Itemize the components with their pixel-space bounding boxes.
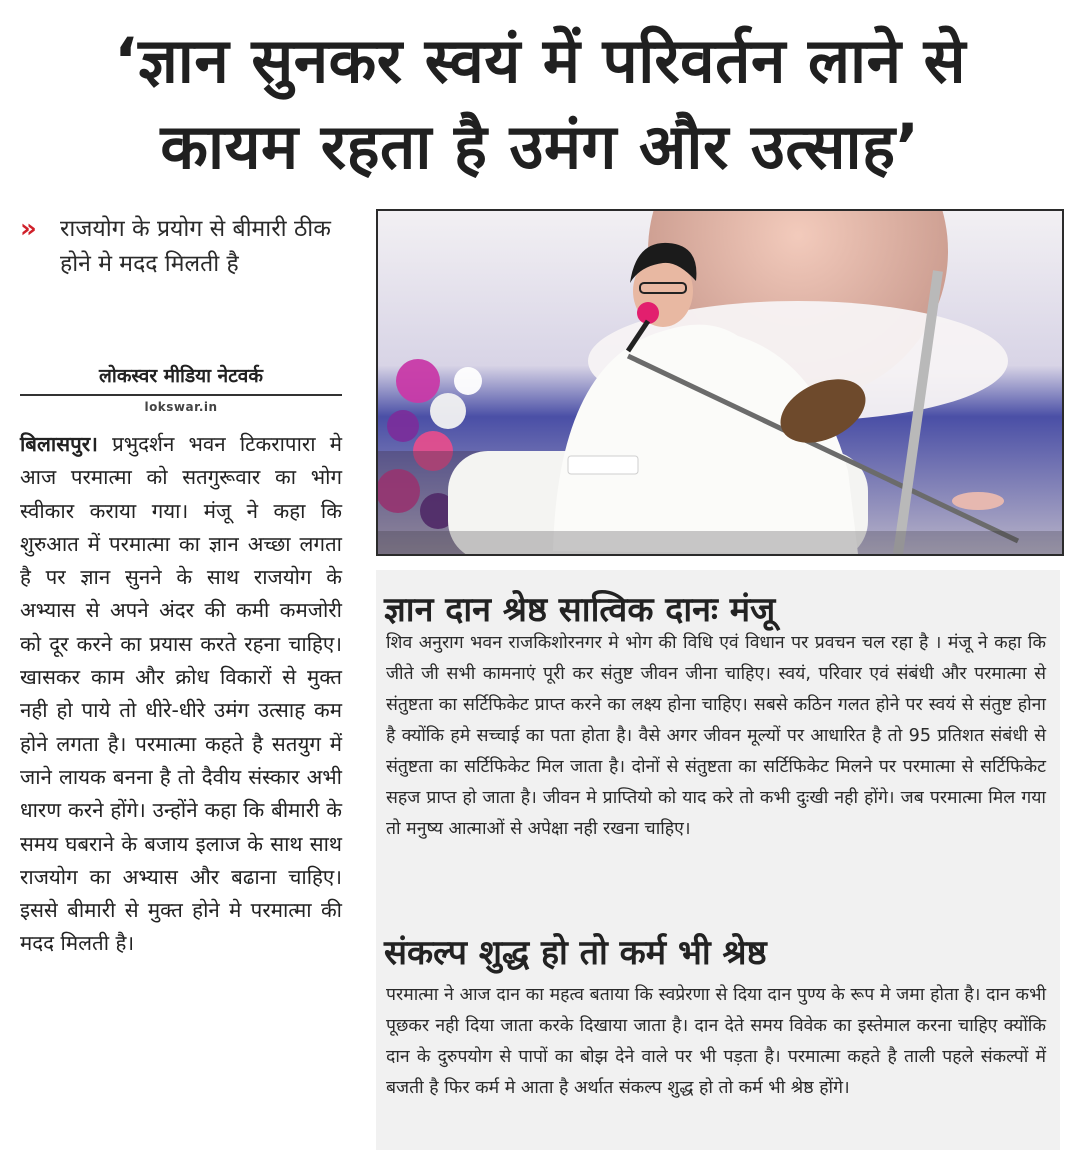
headline-line-2: कायम रहता है उमंग और उत्साह’ (160, 110, 920, 183)
section2-body: परमात्मा ने आज दान का महत्व बताया कि स्वप्रेरणा से दिया दान पुण्य के रूप मे जमा होता है। दान कभी पूछकर नही दिया जाता करके दिखाया जाता है। दान देते समय विवेक का इस्तेमाल करना चाहिए क्योंकि दान के दुरुपयोग से पापों का बोझ देने वाले पर भी पड़ता है। परमात्मा कहते है ताली पहले संकल्पों में बजती है फिर कर्म मे आता है अर्थात संकल्प शुद्ध हो तो कर्म भी श्रेष्ठ होंगे। (386, 985, 1046, 1098)
section1-heading: ज्ञान दान श्रेष्ठ सात्विक दानः मंजू (384, 590, 776, 630)
headline (0, 18, 1080, 190)
double-chevron-right-icon: » (20, 214, 37, 244)
speaker-photo-illustration (378, 211, 1062, 554)
highlight-text: राजयोग के प्रयोग से बीमारी ठीक होने मे मदद मिलती है (60, 216, 331, 277)
website-label: lokswar.in (144, 400, 218, 414)
section1-body: शिव अनुराग भवन राजकिशोरनगर मे भोग की विधि एवं विधान पर प्रवचन चल रहा है । मंजू ने कहा कि जीते जी सभी कामनाएं पूरी कर संतुष्ट जीवन जीना चाहिए। स्वयं, परिवार एवं संबंधी और परमात्मा से संतुष्टता का सर्टिफिकेट प्राप्त करने का लक्ष्य होना चाहिए। सबसे कठिन गलत होने पर स्वयं से संतुष्ट होना है क्योंकि हमे सच्चाई का पता होता है। वैसे अगर जीवन मूल्यों पर आधारित है तो 95 प्रतिशत संबंधी से संतुष्टता का सर्टिफिकेट मिल जाता है। दोनों से संतुष्टता का सर्टिफिकेट मिलने पर परमात्मा से सर्टिफिकेट सहज प्राप्त हो जाता है। जीवन मे प्राप्तियो को याद करे तो कभी दुःखी नही होंगे। जब परमात्मा मिल गया तो मनुष्य आत्माओं से अपेक्षा नही रखना चाहिए। (386, 633, 1046, 839)
article-body (20, 428, 342, 961)
section2-heading: संकल्प शुद्ध हो तो कर्म भी श्रेष्ठ (384, 933, 767, 973)
byline: लोकस्वर मीडिया नेटवर्क (20, 362, 342, 396)
dateline: बिलासपुर। (20, 432, 98, 456)
highlight-callout (20, 212, 340, 282)
headline-line-1: ‘ज्ञान सुनकर स्वयं में परिवर्तन लाने से (114, 24, 966, 97)
news-photo (376, 209, 1064, 556)
article-text: प्रभुदर्शन भवन टिकरापारा मे आज परमात्मा को सतगुरूवार का भोग स्वीकार कराया गया। मंजू ने कहा कि शुरुआत में परमात्मा का ज्ञान अच्छा लगता है पर ज्ञान सुनने के साथ राजयोग के अभ्यास से अपने अंदर की कमी कमजोरी को दूर करने का प्रयास करते रहना चाहिए। खासकर काम और क्रोध विकारों से मुक्त नही हो पाये तो धीरे-धीरे उमंग उत्साह कम होने लगता है। परमात्मा कहते है सतयुग में जाने लायक बनना है तो दैवीय संस्कार अभी धारण करने होंगे। उन्होंने कहा कि बीमारी के समय घबराने के बजाय इलाज के साथ साथ राजयोग का अभ्यास और बढाना चाहिए। इससे बीमारी से मुक्त होने मे परमात्मा की मदद मिलती है। (20, 432, 342, 956)
